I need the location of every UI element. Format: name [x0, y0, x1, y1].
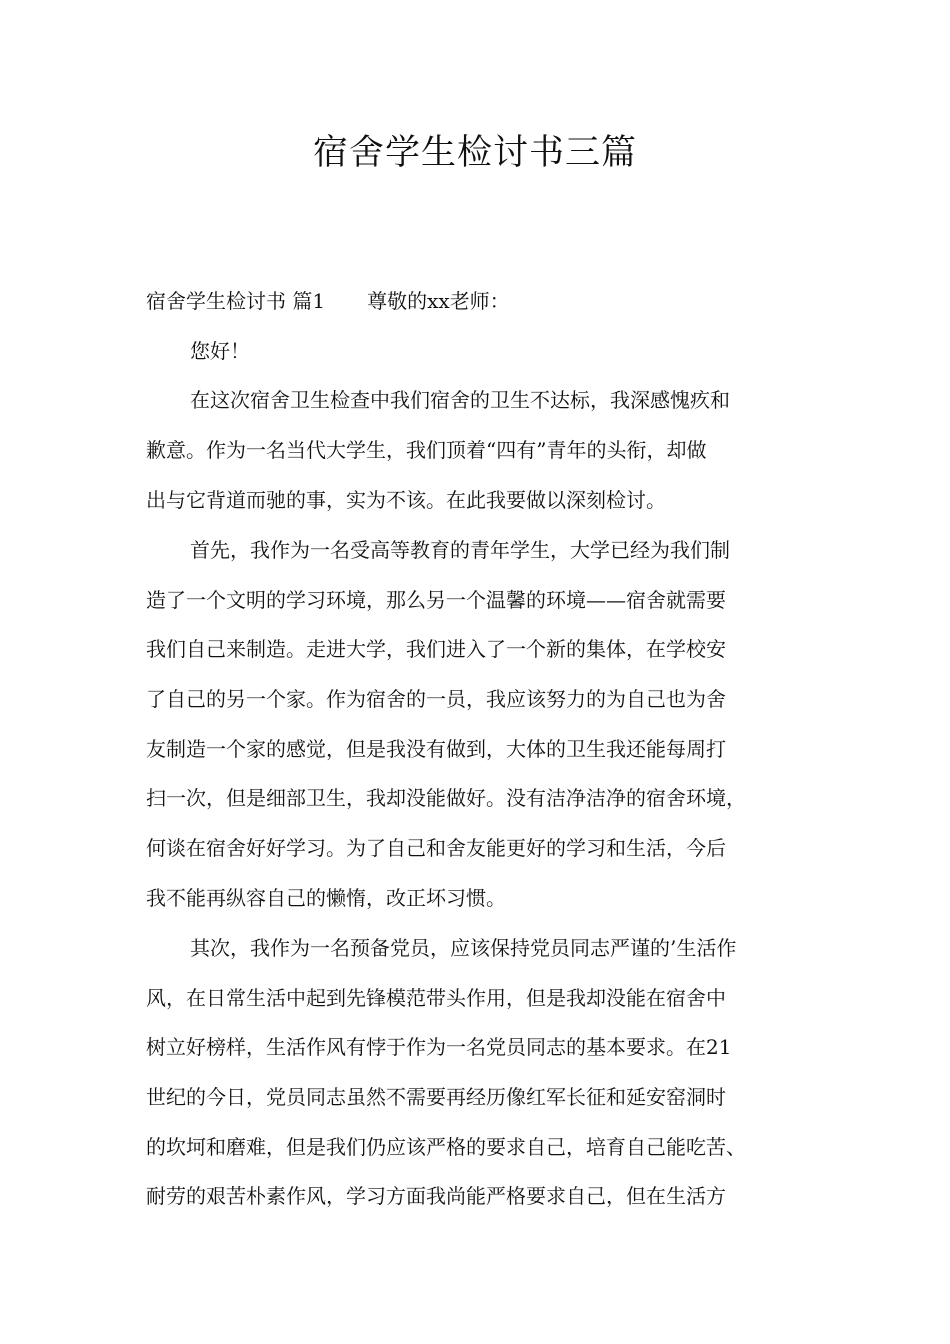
paragraph-line: 了自己的另一个家。作为宿舍的一员，我应该努力的为自己也为舍	[146, 687, 726, 711]
paragraph-line: 何谈在宿舍好好学习。为了自己和舍友能更好的学习和生活，今后	[146, 836, 726, 860]
heading-line	[146, 286, 846, 316]
paragraph-line: 世纪的今日，党员同志虽然不需要再经历像红军长征和延安窑洞时	[146, 1085, 726, 1109]
paragraph-line: 出与它背道而驰的事，实为不该。在此我要做以深刻检讨。	[146, 488, 666, 512]
paragraph-line: 扫一次，但是细部卫生，我却没能做好。没有洁净洁净的宿舍环境，	[146, 786, 746, 810]
paragraph-line: 其次，我作为一名预备党员，应该保持党员同志严谨的’生活作	[190, 936, 737, 960]
paragraph-line: 我们自己来制造。走进大学，我们进入了一个新的集体，在学校安	[146, 637, 726, 661]
greeting: 您好！	[190, 339, 250, 363]
paragraph-line: 耐劳的艰苦朴素作风，学习方面我尚能严格要求自己，但在生活方	[146, 1184, 726, 1208]
paragraph-line: 风，在日常生活中起到先锋模范带头作用，但是我却没能在宿舍中	[146, 986, 726, 1010]
paragraph-line: 首先，我作为一名受高等教育的青年学生，大学已经为我们制	[190, 538, 730, 562]
salutation: 尊敬的xx老师：	[367, 289, 510, 313]
paragraph-line: 树立好榜样，生活作风有悖于作为一名党员同志的基本要求。在21	[146, 1035, 732, 1059]
paragraph-line: 我不能再纵容自己的懒惰，改正坏习惯。	[146, 886, 506, 910]
paragraph-line: 的坎坷和磨难，但是我们仍应该严格的要求自己，培育自己能吃苦、	[146, 1135, 746, 1159]
document-title: 宿舍学生检讨书三篇	[312, 133, 637, 173]
section-heading: 宿舍学生检讨书 篇1	[146, 289, 326, 313]
paragraph-line: 友制造一个家的感觉，但是我没有做到，大体的卫生我还能每周打	[146, 737, 726, 761]
paragraph-line: 歉意。作为一名当代大学生，我们顶着“四有”青年的头衔，却做	[146, 438, 707, 462]
paragraph-line: 造了一个文明的学习环境，那么另一个温馨的环境——宿舍就需要	[146, 588, 726, 612]
paragraph-line: 在这次宿舍卫生检查中我们宿舍的卫生不达标，我深感愧疚和	[190, 388, 730, 412]
